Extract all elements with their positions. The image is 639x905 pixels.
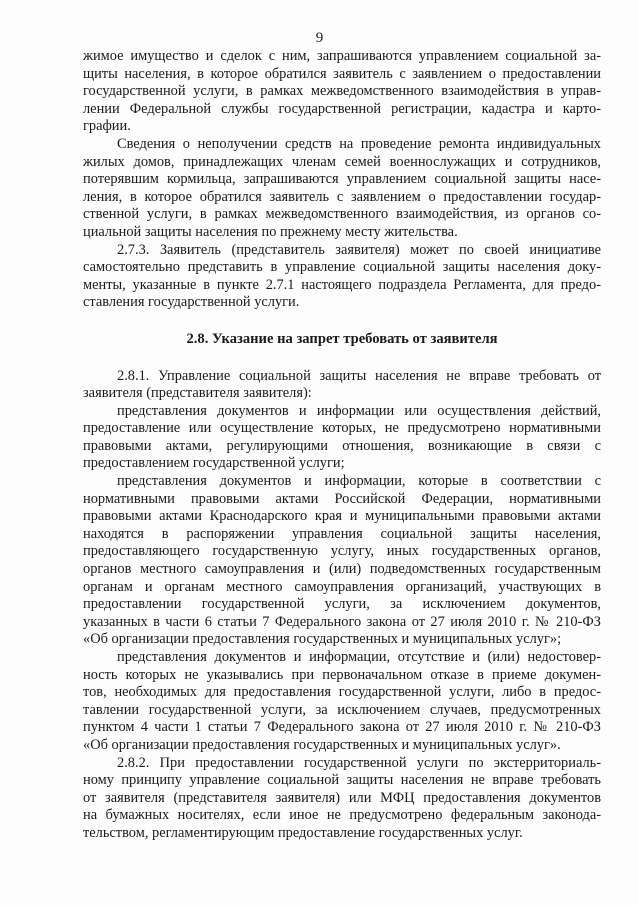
- text-line: Сведения о неполучении средств на проведение ремонта индивидуальных: [117, 135, 601, 152]
- text-line: правовыми актами, регулирующими отношения, возникающие в связи с: [83, 437, 601, 454]
- paragraph-property-deals: [83, 48, 601, 136]
- text-line: предоставляющего государственную услугу, иных государственных органов,: [83, 543, 601, 560]
- text-line: находятся в распоряжении управления социальной защиты населения,: [83, 525, 601, 542]
- text-line: циальной защиты населения по прежнему месту жительства.: [83, 223, 458, 240]
- text-line: тельством, регламентирующим предоставление государственных услуг.: [83, 824, 523, 841]
- text-line: ления, в которое обратился заявитель с заявлением о предоставлении государ-: [83, 188, 601, 205]
- section-heading: 2.8. Указание на запрет требовать от заявителя: [186, 330, 498, 347]
- text-line: указанных в части 6 статьи 7 Федерального закона от 27 июля 2010 г. № 210-ФЗ: [83, 613, 601, 630]
- text-line: 2.7.3. Заявитель (представитель заявителя) может по своей инициативе: [117, 241, 601, 258]
- text-line: представления документов и информации, которые в соответствии с: [117, 473, 601, 490]
- text-line: менты, указанные в пункте 2.7.1 настоящего подраздела Регламента, для предо-: [83, 276, 601, 293]
- paragraph-2-7-3: [83, 242, 601, 312]
- text-line: пунктом 4 части 1 статьи 7 Федерального закона от 27 июля 2010 г. № 210-ФЗ: [83, 719, 601, 736]
- page-number: 9: [315, 30, 324, 46]
- text-line: потерявшим кормильца, запрашиваются управлением социальной защиты насе-: [83, 171, 601, 188]
- text-line: предоставление или осуществление которых, не предусмотрено нормативными: [83, 420, 601, 437]
- text-line: самостоятельно представить в управление социальной защиты населения доку-: [83, 259, 601, 276]
- text-line: 2.8.1. Управление социальной защиты населения не вправе требовать от: [117, 367, 601, 384]
- paragraph-repair-funds: [83, 136, 601, 242]
- text-line: государственной услуги, в рамках межведомственного взаимодействия в управ-: [83, 83, 601, 100]
- text-line: от заявителя (представителя заявителя) или МФЦ предоставления документов: [83, 789, 601, 806]
- text-line: тавлении государственной услуги, за исключением случаев, предусмотренных: [83, 701, 601, 718]
- text-line: предоставлении государственной услуги, за исключением документов,: [83, 596, 601, 613]
- text-line: тов, необходимых для предоставления государственной услуги, либо в предос-: [83, 684, 601, 701]
- text-line: на бумажных носителях, если иное не предусмотрено федеральным законода-: [83, 807, 601, 824]
- paragraph-2-8-1: [83, 368, 601, 403]
- text-line: заявителя (представителя заявителя):: [83, 385, 312, 402]
- text-line: «Об организации предоставления государственных и муниципальных услуг»;: [83, 631, 562, 648]
- text-line: органам и органам местного самоуправления организаций, участвующих в: [83, 578, 601, 595]
- text-line: ному принципу управление социальной защиты населения не вправе требовать: [83, 772, 601, 789]
- text-line: 2.8.2. При предоставлении государственной услуги по экстерриториаль-: [117, 754, 601, 771]
- text-line: представления документов и информации, отсутствие и (или) недостовер-: [117, 649, 601, 665]
- text-line: ность которых не указывались при первоначальном отказе в приеме докумен-: [83, 666, 601, 683]
- document-body: [83, 48, 601, 843]
- list-item: [83, 403, 601, 473]
- text-line: ставления государственной услуги.: [83, 294, 300, 311]
- text-line: правовыми актами Краснодарского края и муниципальными правовыми актами: [83, 508, 601, 525]
- text-line: жилых домов, принадлежащих членам семей военнослужащих и сотрудников,: [83, 153, 601, 170]
- text-line: органов местного самоуправления и (или) подведомственных государственным: [83, 561, 601, 578]
- paragraph-2-8-2: [83, 755, 601, 843]
- text-line: «Об организации предоставления государственных и муниципальных услуг».: [83, 736, 561, 753]
- list-item: [83, 649, 601, 755]
- text-line: нормативными правовыми актами Российской Федерации, нормативными: [83, 490, 601, 507]
- text-line: щиты населения, в которое обратился заявитель с заявлением о предоставлении: [83, 65, 601, 82]
- text-line: лении Федеральной службы государственной регистрации, кадастра и карто-: [83, 100, 601, 117]
- text-line: предоставлением государственной услуги;: [83, 455, 345, 472]
- text-line: жимое имущество и сделок с ним, запрашиваются управлением социальной за-: [83, 48, 601, 64]
- text-line: ственной услуги, в рамках межведомственного взаимодействия, из органов со-: [83, 206, 601, 223]
- text-line: графии.: [83, 118, 131, 135]
- text-line: представления документов и информации или осуществления действий,: [117, 402, 601, 419]
- list-item: [83, 473, 601, 649]
